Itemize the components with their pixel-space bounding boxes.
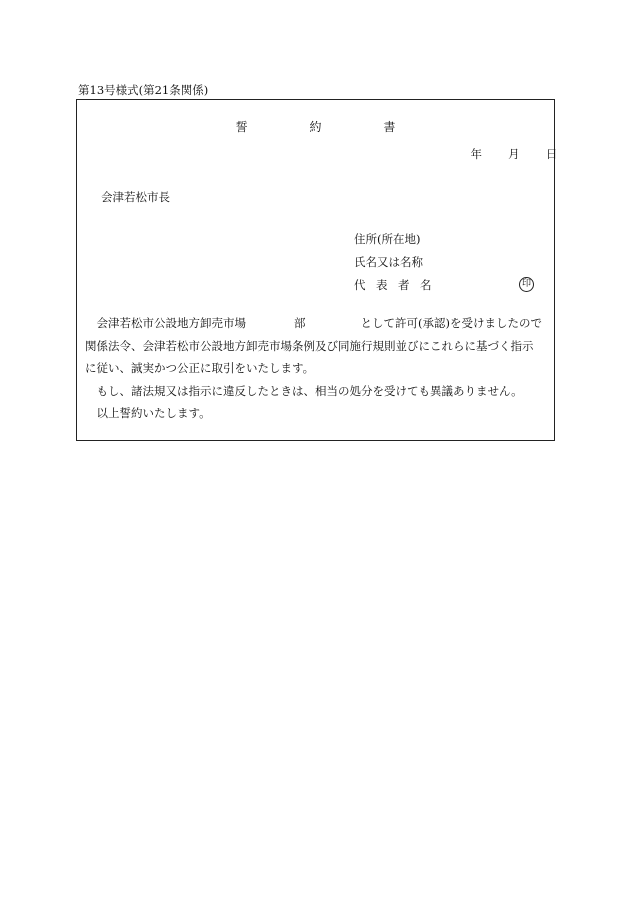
address-label: 住所(所在地) (354, 232, 421, 246)
body-line-5 (85, 402, 551, 425)
pledge-body (85, 312, 551, 425)
name-label: 氏名又は名称 (354, 255, 423, 269)
rep-char: 者 (398, 278, 410, 292)
rep-char: 表 (376, 278, 388, 292)
applicant-block (354, 231, 442, 300)
date-year-label: 年 (470, 147, 482, 161)
title-char-1: 誓 (235, 120, 248, 134)
body-line-1 (85, 312, 551, 335)
document-title (77, 118, 554, 135)
body-line-4 (85, 380, 551, 403)
pledge-form-frame (76, 99, 558, 441)
body-line-1-market: 会津若松市公設地方卸売市場 (96, 316, 246, 330)
recipient-label: 会津若松市長 (101, 190, 170, 204)
body-line-2: 関係法令、会津若松市公設地方卸売市場条例及び同施行規則並びにこれらに基づく指示 (85, 338, 534, 353)
body-line-5-text: 以上誓約いたします。 (96, 406, 211, 420)
rep-char: 名 (420, 278, 432, 292)
body-line-4-text: もし、諸法規又は指示に違反したときは、相当の処分を受けても異議ありません。 (96, 383, 523, 398)
body-line-3: に従い、誠実かつ公正に取引をいたします。 (85, 361, 315, 375)
seal-mark: 印 (519, 277, 534, 292)
body-line-1-rest: として許可(承認)を受けましたので (360, 316, 542, 330)
representative-name-label (354, 277, 442, 300)
title-char-3: 書 (383, 120, 396, 134)
rep-char: 代 (354, 278, 366, 292)
title-char-2: 約 (309, 120, 322, 134)
date-day-label: 日 (545, 147, 558, 161)
date-line (448, 146, 557, 162)
body-line-1-dept: 部 (294, 316, 306, 330)
date-month-label: 月 (508, 147, 520, 161)
form-number-label: 第13号様式(第21条関係) (78, 83, 209, 97)
